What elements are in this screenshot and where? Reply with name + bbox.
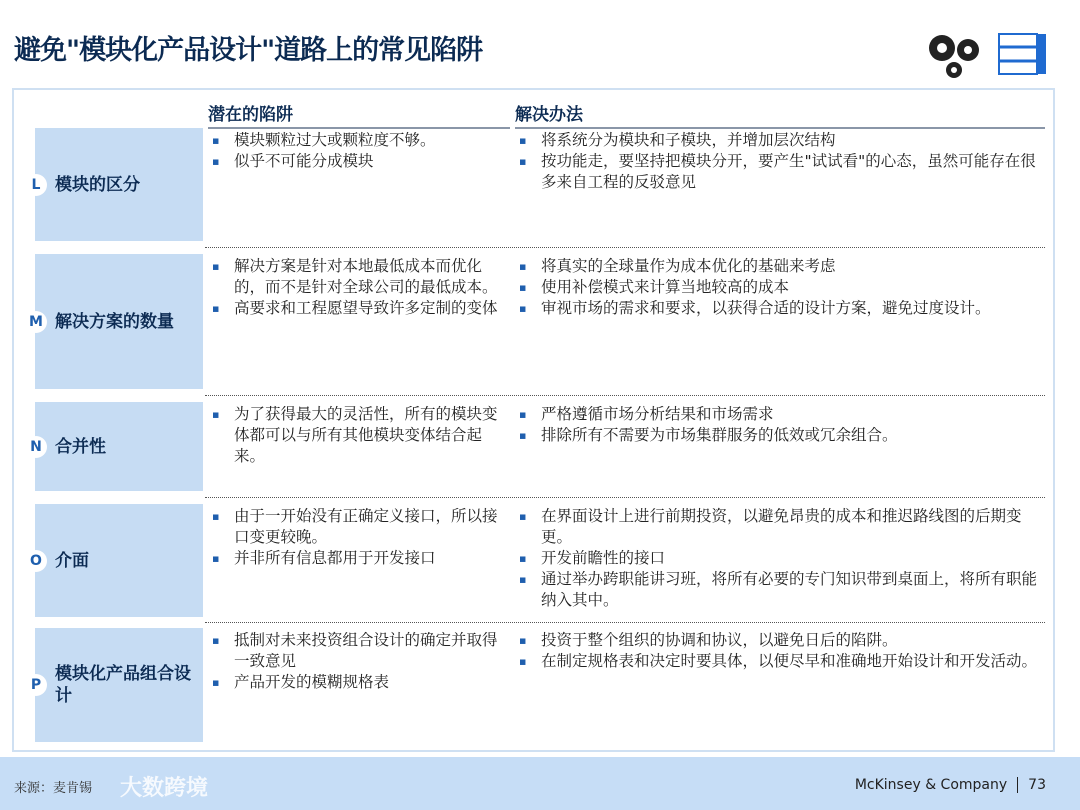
gears-logo-icon [920,30,1060,80]
row-label [29,254,203,389]
row-label-text: 介面 [55,550,89,571]
solutions-cell [515,404,1045,446]
row-letter-badge: N [25,436,47,458]
pitfalls-cell [208,630,508,693]
row-label [31,128,203,241]
pitfalls-cell [208,506,508,569]
row-label-text: 解决方案的数量 [55,311,174,332]
row-label-text: 模块化产品组合设计 [55,664,191,706]
pitfalls-cell [208,130,508,172]
table-row [30,504,1045,617]
row-letter-badge: M [25,311,47,333]
row-divider [205,395,1045,396]
table-row [30,628,1045,742]
page-number: 73 [1028,777,1046,793]
bullet-item: ▪ 开发前瞻性的接口 [515,548,1045,569]
bullet-item: ▪ 审视市场的需求和要求，以获得合适的设计方案，避免过度设计。 [515,298,1045,319]
source-note: 来源：麦肯锡 [14,781,93,796]
row-label-text: 合并性 [55,436,106,457]
company-name: McKinsey & Company [854,777,1008,793]
row-label [30,504,203,617]
row-letter-badge: L [25,174,47,196]
table-row [29,254,1045,389]
page-title: 避免"模块化产品设计"道路上的常见陷阱 [14,35,483,66]
solutions-cell [515,630,1045,672]
bullet-item: ▪ 并非所有信息都用于开发接口 [208,548,508,569]
watermark: 大数跨境 [120,776,209,801]
solutions-cell [515,256,1045,319]
bullet-item: ▪ 投资于整个组织的协调和协议，以避免日后的陷阱。 [515,630,1045,651]
bullet-item: ▪ 在制定规格表和决定时要具体，以便尽早和准确地开始设计和开发活动。 [515,651,1045,672]
bullet-item: ▪ 按功能走，要坚持把模块分开，要产生"试试看"的心态，虽然可能存在很多来自工程的反驳意见 [515,151,1045,193]
bullet-item: ▪ 由于一开始没有正确定义接口，所以接口变更较晚。 [208,506,508,548]
row-divider [205,497,1045,498]
row-divider [205,622,1045,623]
table-row [31,128,1045,241]
row-label [30,628,203,742]
solutions-cell [515,130,1045,193]
bullet-item: ▪ 排除所有不需要为市场集群服务的低效或冗余组合。 [515,425,1045,446]
bullet-item: ▪ 在界面设计上进行前期投资，以避免昂贵的成本和推迟路线图的后期变更。 [515,506,1045,548]
row-letter-badge: P [25,674,47,696]
bullet-item: ▪ 严格遵循市场分析结果和市场需求 [515,404,1045,425]
bullet-item: ▪ 高要求和工程愿望导致许多定制的变体 [208,298,508,319]
pitfalls-cell [208,256,508,319]
bullet-item: ▪ 为了获得最大的灵活性，所有的模块变体都可以与所有其他模块变体结合起来。 [208,404,508,467]
company-page [855,777,1046,793]
row-label-text: 模块的区分 [55,174,140,195]
bullet-item: ▪ 通过举办跨职能讲习班，将所有必要的专门知识带到桌面上，将所有职能纳入其中。 [515,569,1045,611]
row-label [30,402,203,491]
pitfalls-cell [208,404,508,467]
header-solutions: 解决办法 [515,100,1045,129]
bullet-item: ▪ 解决方案是针对本地最低成本而优化的，而不是针对全球公司的最低成本。 [208,256,508,298]
table-row [30,402,1045,491]
row-letter-badge: O [25,550,47,572]
bullet-item: ▪ 使用补偿模式来计算当地较高的成本 [515,277,1045,298]
row-divider [205,247,1045,248]
bullet-item: ▪ 将真实的全球量作为成本优化的基础来考虑 [515,256,1045,277]
bullet-item: ▪ 模块颗粒过大或颗粒度不够。 [208,130,508,151]
header-pitfalls: 潜在的陷阱 [208,100,510,129]
bullet-item: ▪ 似乎不可能分成模块 [208,151,508,172]
solutions-cell [515,506,1045,611]
bullet-item: ▪ 产品开发的模糊规格表 [208,672,508,693]
bullet-item: ▪ 将系统分为模块和子模块，并增加层次结构 [515,130,1045,151]
bullet-item: ▪ 抵制对未来投资组合设计的确定并取得一致意见 [208,630,508,672]
footer [0,757,1080,810]
